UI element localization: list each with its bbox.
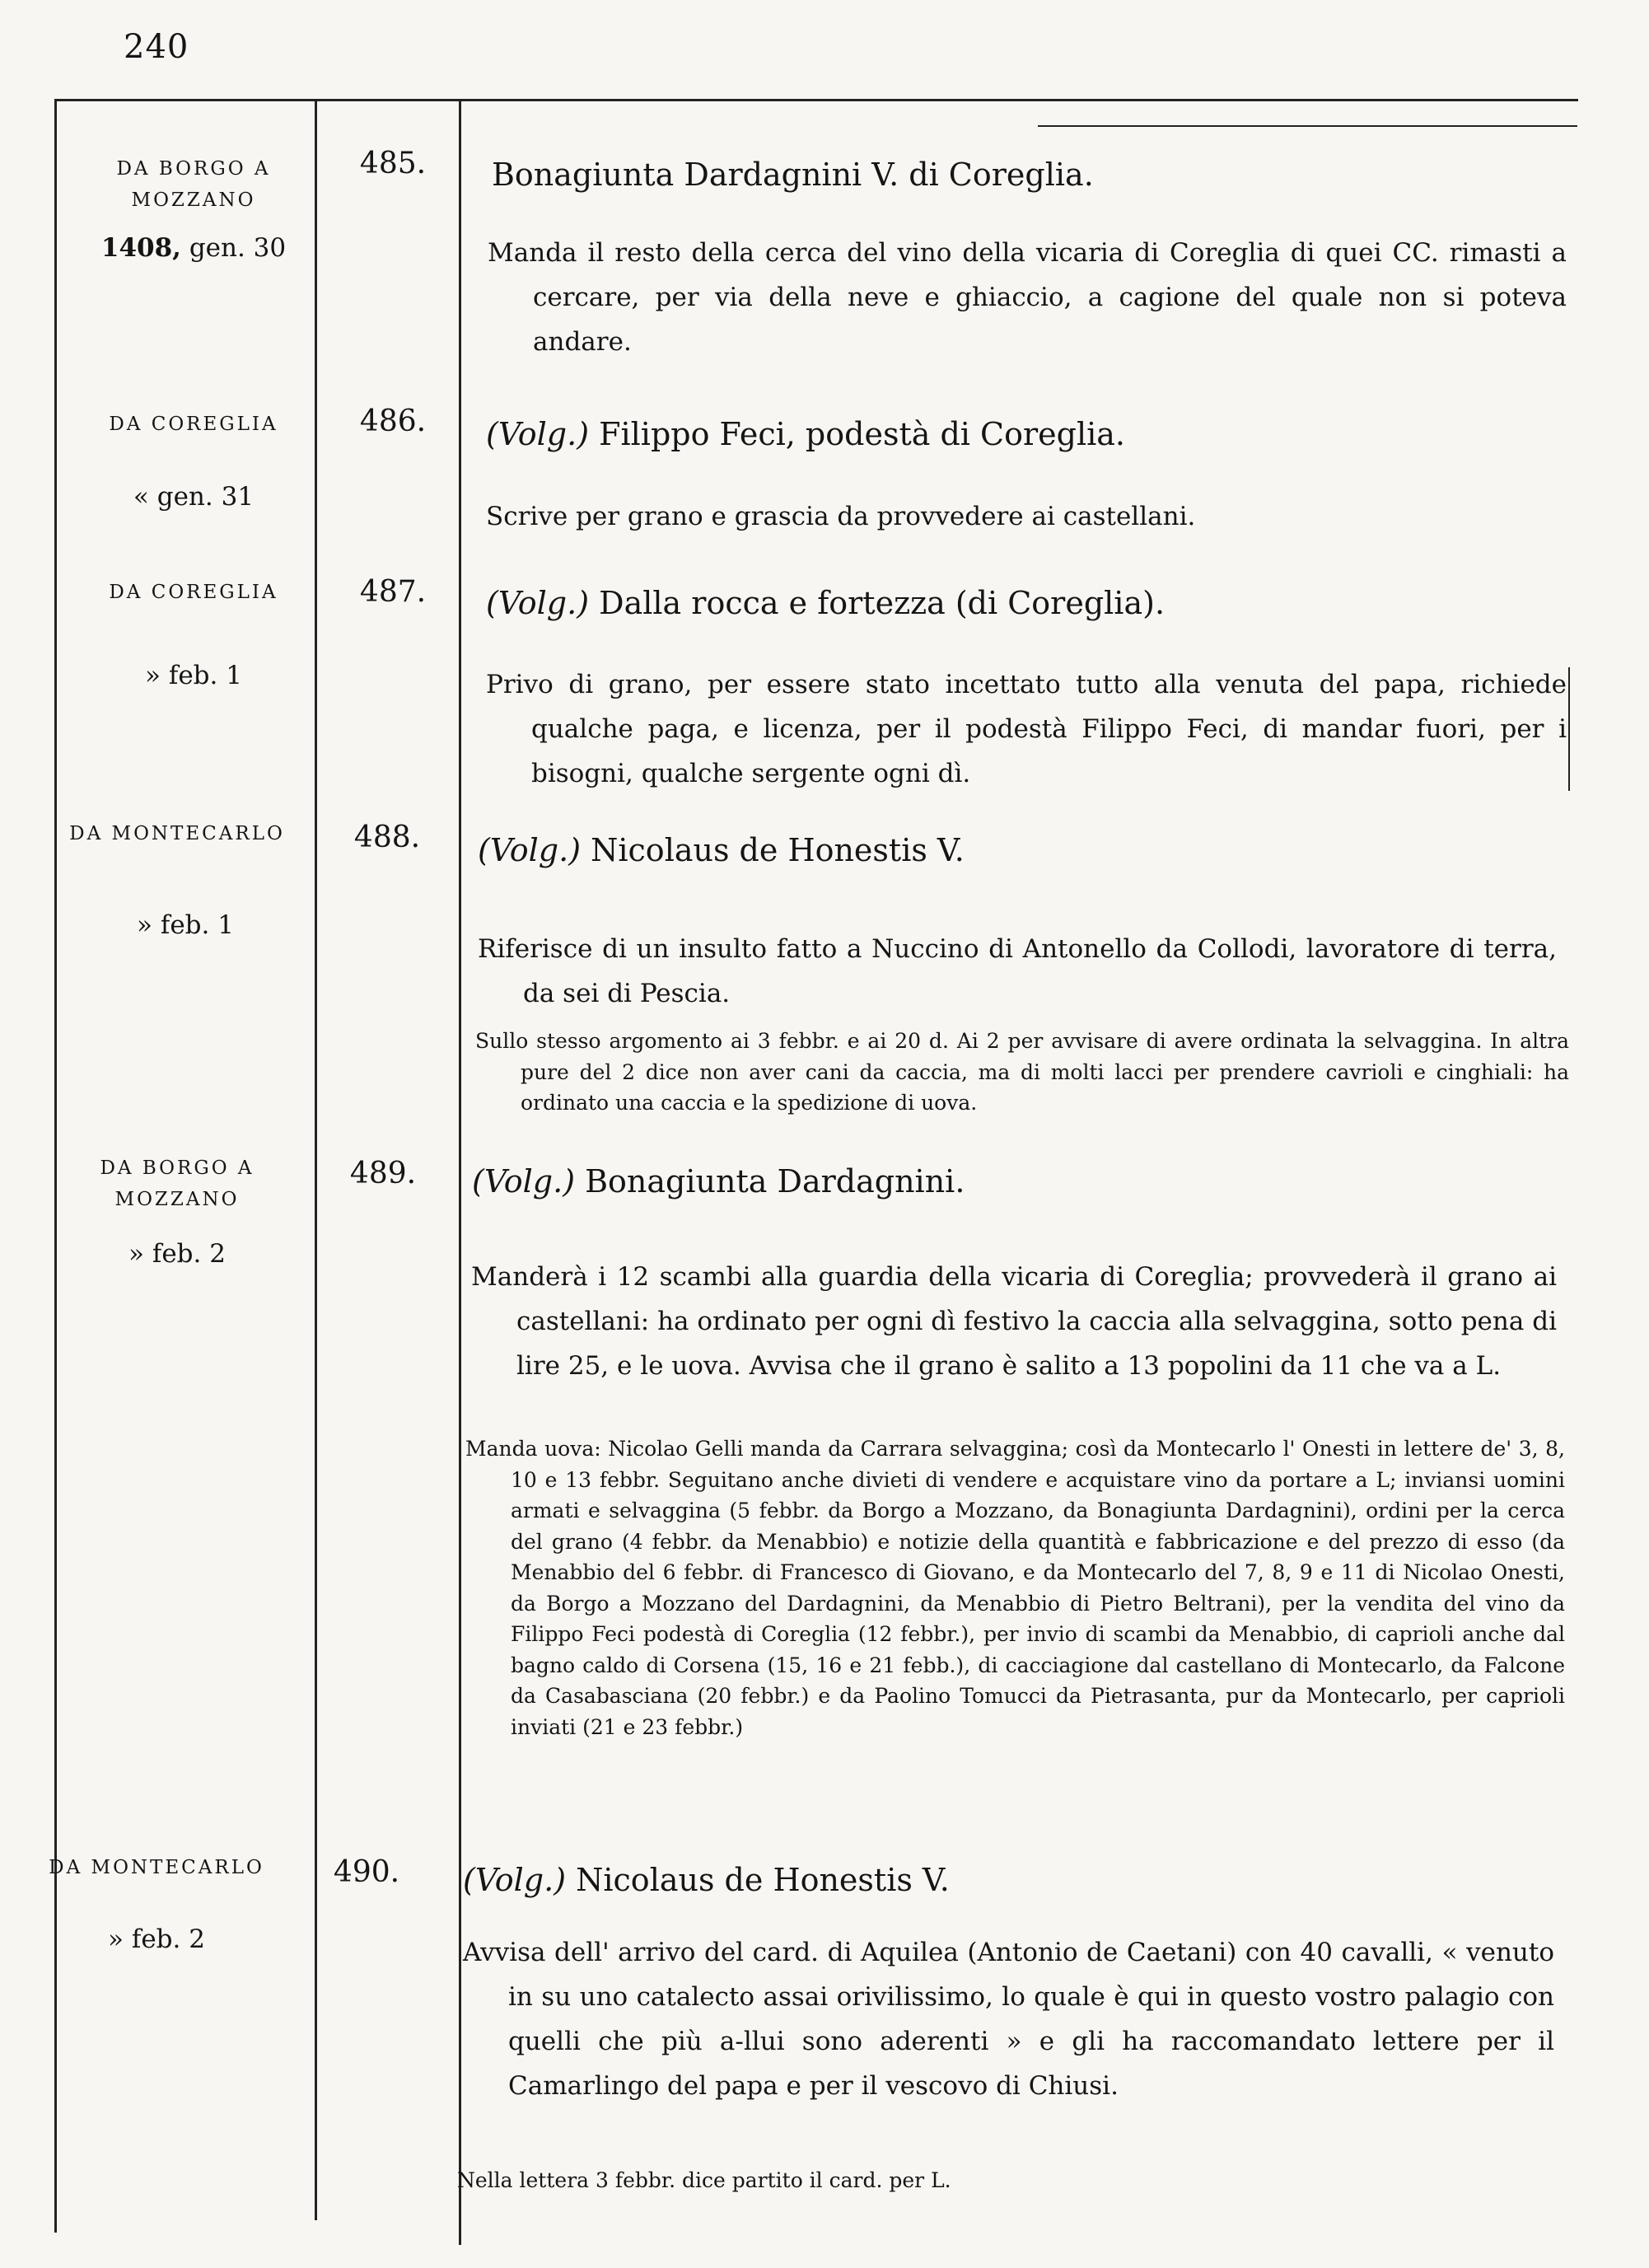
entry-body: Privo di grano, per essere stato incettato tutto alla venuta del papa, richiede qualche paga, e licenza, per il podestà Filippo Feci, di mandar fuori, per i bisogni, qualche sergente ogni dì.	[486, 670, 1567, 788]
entry-title-text: Dalla rocca e fortezza (di Coreglia).	[589, 585, 1166, 621]
entry-body: Riferisce di un insulto fatto a Nuccino di Antonello da Collodi, lavoratore di terra, da sei di Pescia.	[478, 934, 1557, 1008]
entry-title-volg: (Volg.)	[486, 416, 590, 452]
entry-date	[74, 231, 313, 264]
entry-date-year: 1408,	[100, 233, 181, 263]
entry-title-volg: (Volg.)	[463, 1862, 567, 1898]
entry-date-day: » feb. 2	[108, 1924, 205, 1954]
entry-title	[472, 1162, 965, 1201]
entry-date-day: » feb. 1	[145, 661, 242, 690]
entry-date	[74, 659, 313, 692]
entry-title-volg: (Volg.)	[486, 585, 590, 621]
entry-title-text: Nicolaus de Honestis V.	[566, 1862, 950, 1898]
entry-title-text: Bonagiunta Dardagnini.	[575, 1163, 965, 1199]
entry-date-day: » feb. 2	[128, 1239, 226, 1269]
entry-number: 487.	[359, 575, 427, 609]
entry-date	[66, 909, 305, 942]
entry-date	[58, 1237, 297, 1270]
page-number: 240	[124, 28, 189, 66]
entry-body: Scrive per grano e grascia da provvedere ai castellani.	[486, 502, 1196, 531]
entry-title	[486, 583, 1165, 623]
right-edge-marker	[1568, 667, 1570, 791]
entry-title	[486, 414, 1125, 454]
entry-date-day: gen. 30	[189, 233, 287, 263]
entry-place: DA BORGO A MOZZANO	[116, 158, 271, 211]
entry-date	[74, 480, 313, 513]
entry-title-volg: (Volg.)	[478, 832, 582, 868]
top-rule-right	[1038, 125, 1577, 127]
entry-note: Manda uova: Nicolao Gelli manda da Carrara selvaggina; così da Montecarlo l' Onesti in lettere de' 3, 8, 10 e 13 febbr. Seguitano anche divieti di vendere e acquistare vino da portare a L; inviansi uomini armati e selvaggina (5 febbr. da Borgo a Mozzano, da Bonagiunta Dardagnini), ordini per la cerca del grano (4 febbr. da Menabbio) e notizie della quantità e fabbricazione e del prezzo di esso (da Menabbio del 6 febbr. di Francesco di Giovano, e da Montecarlo del 7, 8, 9 e 11 di Nicolao Onesti, da Borgo a Mozzano del Dardagnini, da Menabbio di Pietro Beltrani), per la vendita del vino da Filippo Feci podestà di Coreglia (12 febbr.), per invio di scambi da Menabbio, di caprioli anche dal bagno caldo di Corsena (15, 16 e 21 febb.), di cacciagione dal castellano di Montecarlo, da Falcone da Casabasciana (20 febbr.) e da Paolino Tomucci da Pietrasanta, pur da Montecarlo, per caprioli inviati (21 e 23 febbr.)	[465, 1437, 1565, 1739]
entry-title	[463, 1860, 950, 1900]
entry-place: DA BORGO A MOZZANO	[100, 1157, 255, 1210]
entry-place: DA COREGLIA	[109, 414, 278, 435]
entry-date	[37, 1923, 276, 1956]
entry-title-text: Bonagiunta Dardagnini V. di Coreglia.	[492, 157, 1094, 193]
left-border	[54, 99, 57, 2233]
entry-date-day: » feb. 1	[137, 910, 234, 940]
entry-place: DA MONTECARLO	[69, 823, 285, 844]
entry-number: 488.	[353, 821, 421, 854]
entry-place: DA COREGLIA	[109, 582, 278, 603]
entry-number: 490.	[333, 1855, 400, 1889]
entry-body: Manda il resto della cerca del vino della vicaria di Coreglia di quei CC. rimasti a cercare, per via della neve e ghiaccio, a cagione del quale non si poteva andare.	[488, 238, 1567, 357]
entry-date-day: « gen. 31	[133, 482, 255, 512]
top-rule	[54, 99, 1578, 101]
entry-title	[492, 155, 1094, 194]
entry-number: 489.	[349, 1157, 417, 1190]
entry-title-volg: (Volg.)	[472, 1163, 576, 1199]
entry-title-text: Nicolaus de Honestis V.	[581, 832, 965, 868]
entry-place: DA MONTECARLO	[49, 1857, 264, 1878]
entry-title	[478, 830, 965, 870]
entry-number: 486.	[359, 404, 427, 438]
entry-note: Sullo stesso argomento ai 3 febbr. e ai 20 d. Ai 2 per avvisare di avere ordinata la selvaggina. In altra pure del 2 dice non aver cani da caccia, ma di molti lacci per prendere cavrioli e cinghiali: ha ordinato una caccia e la spedizione di uova.	[475, 1029, 1569, 1115]
entry-note: Nella lettera 3 febbr. dice partito il card. per L.	[457, 2168, 951, 2192]
entry-title-text: Filippo Feci, podestà di Coreglia.	[589, 416, 1125, 452]
entry-body: Avvisa dell' arrivo del card. di Aquilea (Antonio de Caetani) con 40 cavalli, « venuto in su uno catalecto assai orivilissimo, lo quale è qui in questo vostro palagio con quelli che più a-llui sono aderenti » e gli ha raccomandato lettere per il Camarlingo del papa e per il vescovo di Chiusi.	[463, 1938, 1554, 2101]
entry-body: Manderà i 12 scambi alla guardia della vicaria di Coreglia; provvederà il grano ai castellani: ha ordinato per ogni dì festivo la caccia alla selvaggina, sotto pena di lire 25, e le uova. Avvisa che il grano è salito a 13 popolini da 11 che va a L.	[471, 1262, 1557, 1381]
entry-number: 485.	[359, 147, 427, 180]
